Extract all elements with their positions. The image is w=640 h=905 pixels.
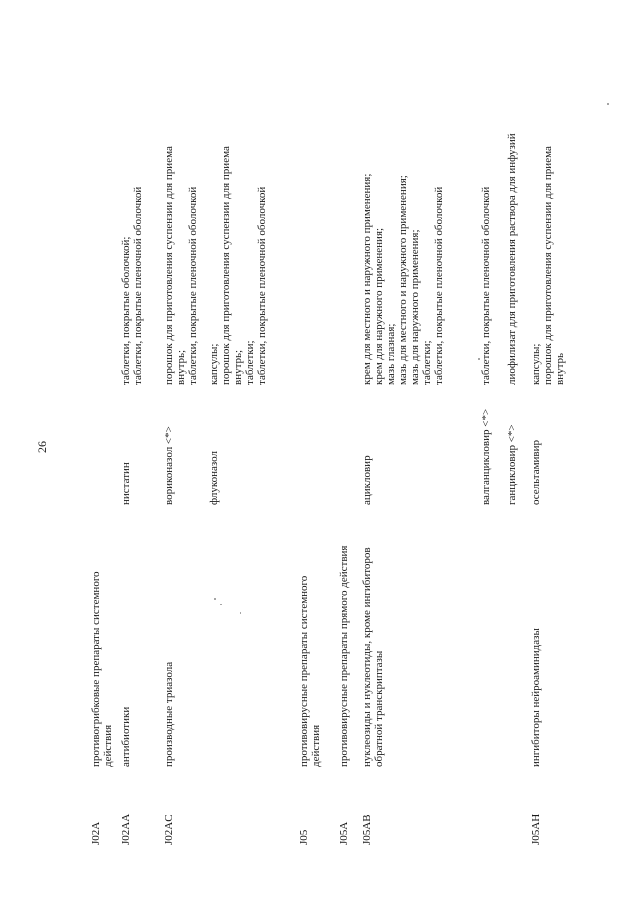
group-name: производные триазола	[163, 661, 175, 767]
dosage-forms: крем для местного и наружного применения; крем для наружного применения; мазь глазная; мазь для местного и наружного применения; мазь для наружного применения; таблетки; таблетки, покрытые пленочной оболочкой	[361, 173, 445, 385]
group-name: противогрибковые препараты системного действия	[90, 571, 114, 767]
atc-code: J05	[298, 829, 310, 845]
group-name: нуклеозиды и нуклеотиды, кроме ингибиторов обратной транскриптазы	[361, 547, 385, 767]
drug-name: вориконазол <*>	[163, 426, 175, 505]
group-name: антибиотики	[120, 706, 132, 767]
dosage-forms: капсулы; порошок для приготовления суспензии для приема внутрь	[530, 146, 566, 385]
atc-code: J05AH	[530, 813, 542, 845]
drug-name: осельтамивир	[530, 439, 542, 505]
dosage-forms: таблетки, покрытые оболочкой; таблетки, покрытые пленочной оболочкой	[120, 186, 144, 385]
dosage-forms: порошок для приготовления суспензии для приема внутрь; таблетки, покрытые пленочной оболочкой	[163, 146, 199, 385]
dosage-forms: лиофилизат для приготовления раствора для инфузий	[506, 133, 518, 385]
dosage-forms: таблетки, покрытые пленочной оболочкой	[480, 186, 492, 385]
atc-code: J02A	[90, 821, 102, 845]
atc-code: J05AB	[361, 814, 373, 845]
dosage-forms: капсулы; порошок для приготовления суспензии для приема внутрь; таблетки; таблетки, покрытые пленочной оболочкой	[208, 146, 268, 385]
drug-name: флуконазол	[208, 450, 220, 505]
atc-code: J02AC	[163, 814, 175, 845]
atc-code: J05A	[338, 821, 350, 845]
page-number: 26	[35, 441, 49, 453]
drug-name: нистатин	[120, 462, 132, 505]
group-name: ингибиторы нейроаминидазы	[530, 628, 542, 767]
drug-name: валганцикловир <*>	[480, 408, 492, 505]
drug-name: ганцикловир <*>	[506, 424, 518, 505]
atc-code: J02AA	[120, 813, 132, 845]
group-name: противовирусные препараты прямого действия	[338, 545, 350, 767]
group-name: противовирусные препараты системного действия	[298, 575, 322, 767]
drug-name: ацикловир	[361, 455, 373, 505]
